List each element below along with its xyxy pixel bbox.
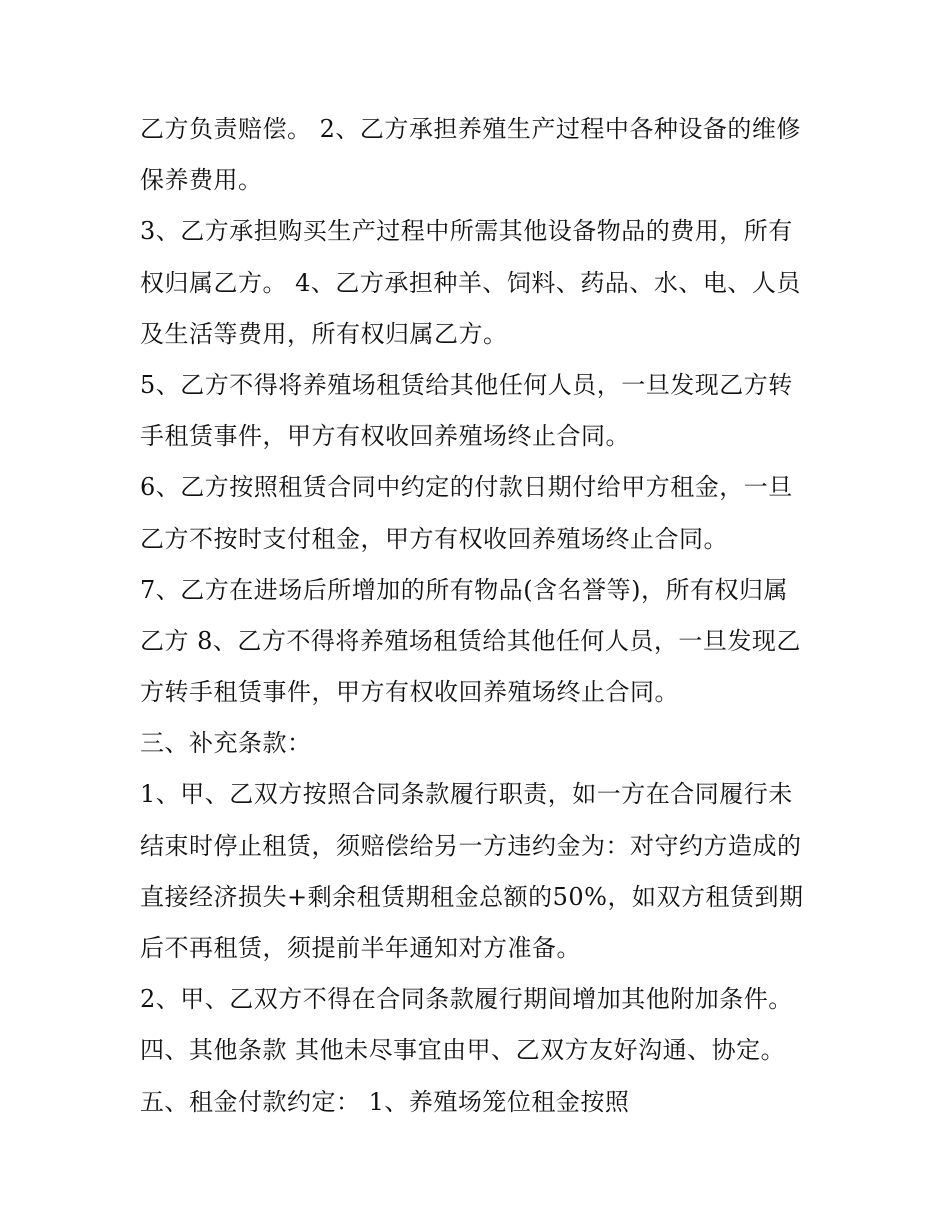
section-heading: 四、其他条款 其他未尽事宜由甲、乙双方友好沟通、协定。 (140, 1036, 786, 1065)
text-line: 后不再租赁，须提前半年通知对方准备。 (140, 934, 581, 962)
text-line: 乙方不按时支付租金，甲方有权收回养殖场终止合同。 (140, 524, 728, 553)
text-line: 保养费用。 (140, 166, 263, 195)
text-line: 2、甲、乙双方不得在合同条款履行期间增加其他附加条件。 (140, 985, 793, 1014)
text-line: 5、乙方不得将养殖场租赁给其他任何人员，一旦发现乙方转 (140, 370, 793, 399)
text-line: 6、乙方按照租赁合同中约定的付款日期付给甲方租金，一旦 (140, 473, 793, 502)
text-line: 方转手租赁事件，甲方有权收回养殖场终止合同。 (140, 678, 679, 707)
text-line: 直接经济损失+剩余租赁期租金总额的50%，如双方租赁到期 (140, 882, 804, 911)
text-line: 手租赁事件，甲方有权收回养殖场终止合同。 (140, 422, 630, 451)
text-line: 乙方负责赔偿。 2、乙方承担养殖生产过程中各种设备的维修 (140, 115, 801, 143)
text-line: 乙方 8、乙方不得将养殖场租赁给其他任何人员，一旦发现乙 (140, 626, 801, 655)
text-line: 1、甲、乙双方按照合同条款履行职责，如一方在合同履行未 (140, 780, 793, 809)
document-body (140, 104, 820, 1128)
section-heading: 五、租金付款约定： 1、养殖场笼位租金按照 (140, 1087, 630, 1116)
text-line: 结束时停止租赁，须赔偿给另一方违约金为：对守约方造成的 (140, 831, 802, 860)
text-line: 及生活等费用，所有权归属乙方。 (140, 319, 508, 348)
text-line: 3、乙方承担购买生产过程中所需其他设备物品的费用，所有 (140, 217, 793, 246)
section-heading: 三、补充条款： (140, 729, 312, 758)
text-line: 权归属乙方。 4、乙方承担种羊、饲料、药品、水、电、人员 (140, 268, 801, 297)
text-line: 7、乙方在进场后所增加的所有物品(含名誉等)，所有权归属 (140, 575, 788, 604)
